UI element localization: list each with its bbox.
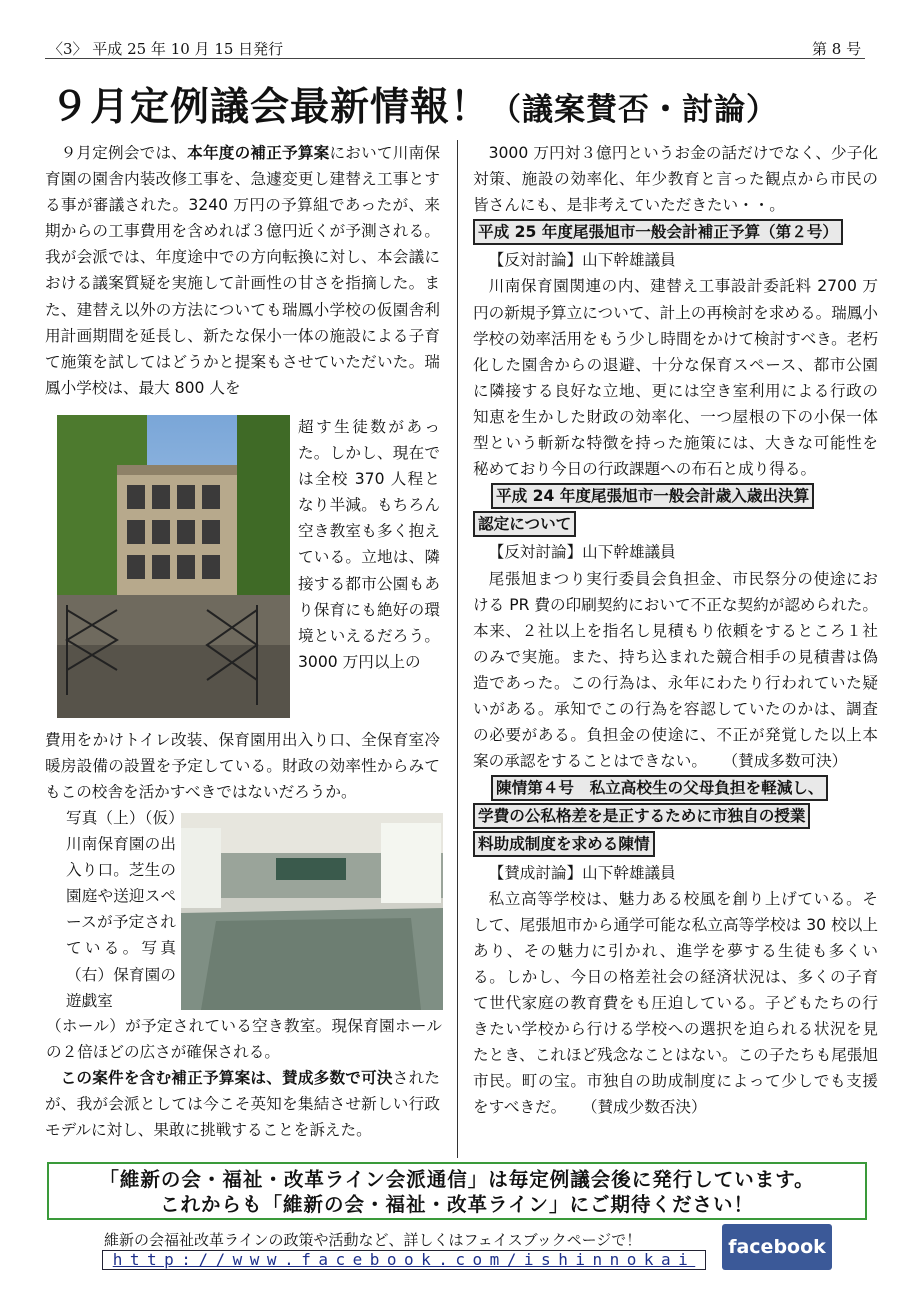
title-sub: （議案賛否・討論） bbox=[490, 92, 779, 128]
left-article-side bbox=[298, 414, 440, 675]
section3-heading-1: 陳情第４号 私立高校生の父母負担を軽減し、 bbox=[491, 775, 828, 801]
photo-caption-full bbox=[46, 1013, 442, 1065]
section3-result: （賛成少数否決） bbox=[589, 1098, 707, 1117]
issue-number: 第 8 号 bbox=[812, 40, 862, 58]
header-rule bbox=[45, 58, 865, 59]
page-title bbox=[50, 76, 778, 132]
section1-heading: 平成 25 年度尾張旭市一般会計補正予算（第２号） bbox=[473, 219, 843, 245]
p3-c: されたが、我が会派としては今こそ英知を集結させ新しい行政モデルに対し、果敢に挑戦することを訴えた。 bbox=[45, 1069, 440, 1140]
p3-b: 賛成多数で可決 bbox=[282, 1069, 393, 1087]
caption-side: 写真（上）（仮）川南保育園の出入り口。芝生の園庭や送迎スペースが予定されている。写真（右）保育園の遊戯室 bbox=[66, 809, 176, 1010]
facebook-logo-icon[interactable]: facebook bbox=[722, 1224, 832, 1270]
p3-a: この案件を含む補正予算案は、 bbox=[60, 1069, 283, 1087]
classroom-photo bbox=[181, 813, 443, 1010]
section2-heading-2: 認定について bbox=[473, 511, 576, 537]
right-column bbox=[473, 140, 878, 1120]
section2-body: 尾張旭まつり実行委員会負担金、市民祭分の使途における PR 費の印刷契約において不正な契約が認められた。本来、２社以上を指名し見積もり依頼をするところ１社のみで実施。また、持ち込まれた競合相手の見積書は偽造であった。この行為は、永年にわたり行われていた疑いがある。承知でこの行為を容認していたのかは、調査の必要がある。負担金の使途に、不正が発覚した以上本案の承認をすることはできない。 bbox=[473, 569, 878, 771]
title-main: ９月定例議会最新情報！ bbox=[50, 85, 491, 130]
section2-result: （賛成多数可決） bbox=[730, 752, 848, 771]
section2-speaker: 【反対討論】山下幹雄議員 bbox=[488, 543, 676, 562]
facebook-url-link[interactable]: http://www.facebook.com/ishinnokai bbox=[102, 1250, 706, 1270]
section3-heading-3: 料助成制度を求める陳情 bbox=[473, 831, 655, 857]
section2-heading-1: 平成 24 年度尾張旭市一般会計歳入歳出決算 bbox=[491, 483, 814, 509]
caption-full: （ホール）が予定されている空き教室。現保育園ホールの２倍ほどの広さが確保される。 bbox=[46, 1017, 442, 1062]
issue-date: 〈3〉 平成 25 年 10 月 15 日発行 bbox=[48, 40, 284, 58]
section1-body: 川南保育園関連の内、建替え工事設計委託料 2700 万円の新規予算立について、計上の再検討を求める。瑞鳳小学校の効率活用をもう少し時間をかけて検討すべき。老朽化した園舎からの退避、十分な保育スペース、都市公園に隣接する良好な立地、更には空き室利用による行政の知恵を生かした財政の効率化、一つ屋根の下の小保一体型という斬新な特徴を持った施策には、大きな可能性を秘めており今日の行政課題への布石と成り得る。 bbox=[473, 277, 878, 479]
closing-banner bbox=[47, 1162, 867, 1220]
photo-caption-side bbox=[66, 805, 176, 1014]
p2-full: 費用をかけトイレ改装、保育園用出入り口、全保育室冷暖房設備の設置を予定している。財政の効率性からみてもこの校舎を活かすべきではないだろうか。 bbox=[45, 731, 440, 802]
section3-heading-2: 学費の公私格差を是正するために市独自の授業 bbox=[473, 803, 810, 829]
school-gate-photo bbox=[57, 415, 290, 718]
p1-a: ９月定例会では、 bbox=[60, 144, 188, 162]
left-article-conclusion bbox=[45, 1065, 440, 1143]
right-intro: 3000 万円対３億円というお金の話だけでなく、少子化対策、施設の効率化、年少教育と言った観点から市民の皆さんにも、是非考えていただきたい・・。 bbox=[473, 144, 878, 215]
facebook-promo-text: 維新の会福祉改革ラインの政策や活動など、詳しくはフェイスブックページで！ bbox=[104, 1231, 642, 1249]
left-article-continue bbox=[45, 727, 440, 805]
p1-b: 本年度の補正予算案 bbox=[187, 144, 330, 162]
p1-c: において川南保育園の園舎内装改修工事を、急遽変更し建替え工事とする事が審議された。3240 万円の予算組であったが、来期からの工事費用を含めれば３億円近くが予測される。我が会派では、年度途中での方向転換に対し、本会議における議案質疑を実施して計画性の甘さを指摘した。また、建替え以外の方法についても瑞鳳小学校の仮園舎利用計画期間を延長し、新たな保小一体の施設による子育て施策を試してはどうかと提案もさせていただいた。瑞鳳小学校は、最大 800 人を bbox=[45, 144, 440, 397]
p2-side: 超す生徒数があった。しかし、現在では全校 370 人程となり半減。もちろん空き教室も多く抱えている。立地は、隣接する都市公園もあり保育にも絶好の環境といえるだろう。3000 万円以上の bbox=[298, 418, 440, 671]
column-divider bbox=[457, 140, 458, 1158]
section1-speaker: 【反対討論】山下幹雄議員 bbox=[488, 251, 676, 270]
section3-speaker: 【賛成討論】山下幹雄議員 bbox=[488, 863, 676, 882]
banner-line-2: これからも「維新の会・福祉・改革ライン」にご期待ください！ bbox=[160, 1193, 754, 1216]
banner-line-1: 「維新の会・福祉・改革ライン会派通信」は毎定例議会後に発行しています。 bbox=[99, 1168, 815, 1191]
left-article-intro bbox=[45, 140, 440, 401]
section3-body: 私立高等学校は、魅力ある校風を創り上げている。そして、尾張旭市から通学可能な私立高等学校は 30 校以上あり、その魅力に引かれ、進学を夢する生徒も多くいる。しかし、今日の格差社会の経済状況は、多くの子育て世代家庭の教育費をも圧迫している。子どもたちの行きたい学校から行ける学校への選択を迫られる状況を見たとき、これほど残念なことはない。この子たちも尾張旭市民。町の宝。市独自の助成制度によって少しでも支援をすべきだ。 bbox=[473, 889, 878, 1117]
